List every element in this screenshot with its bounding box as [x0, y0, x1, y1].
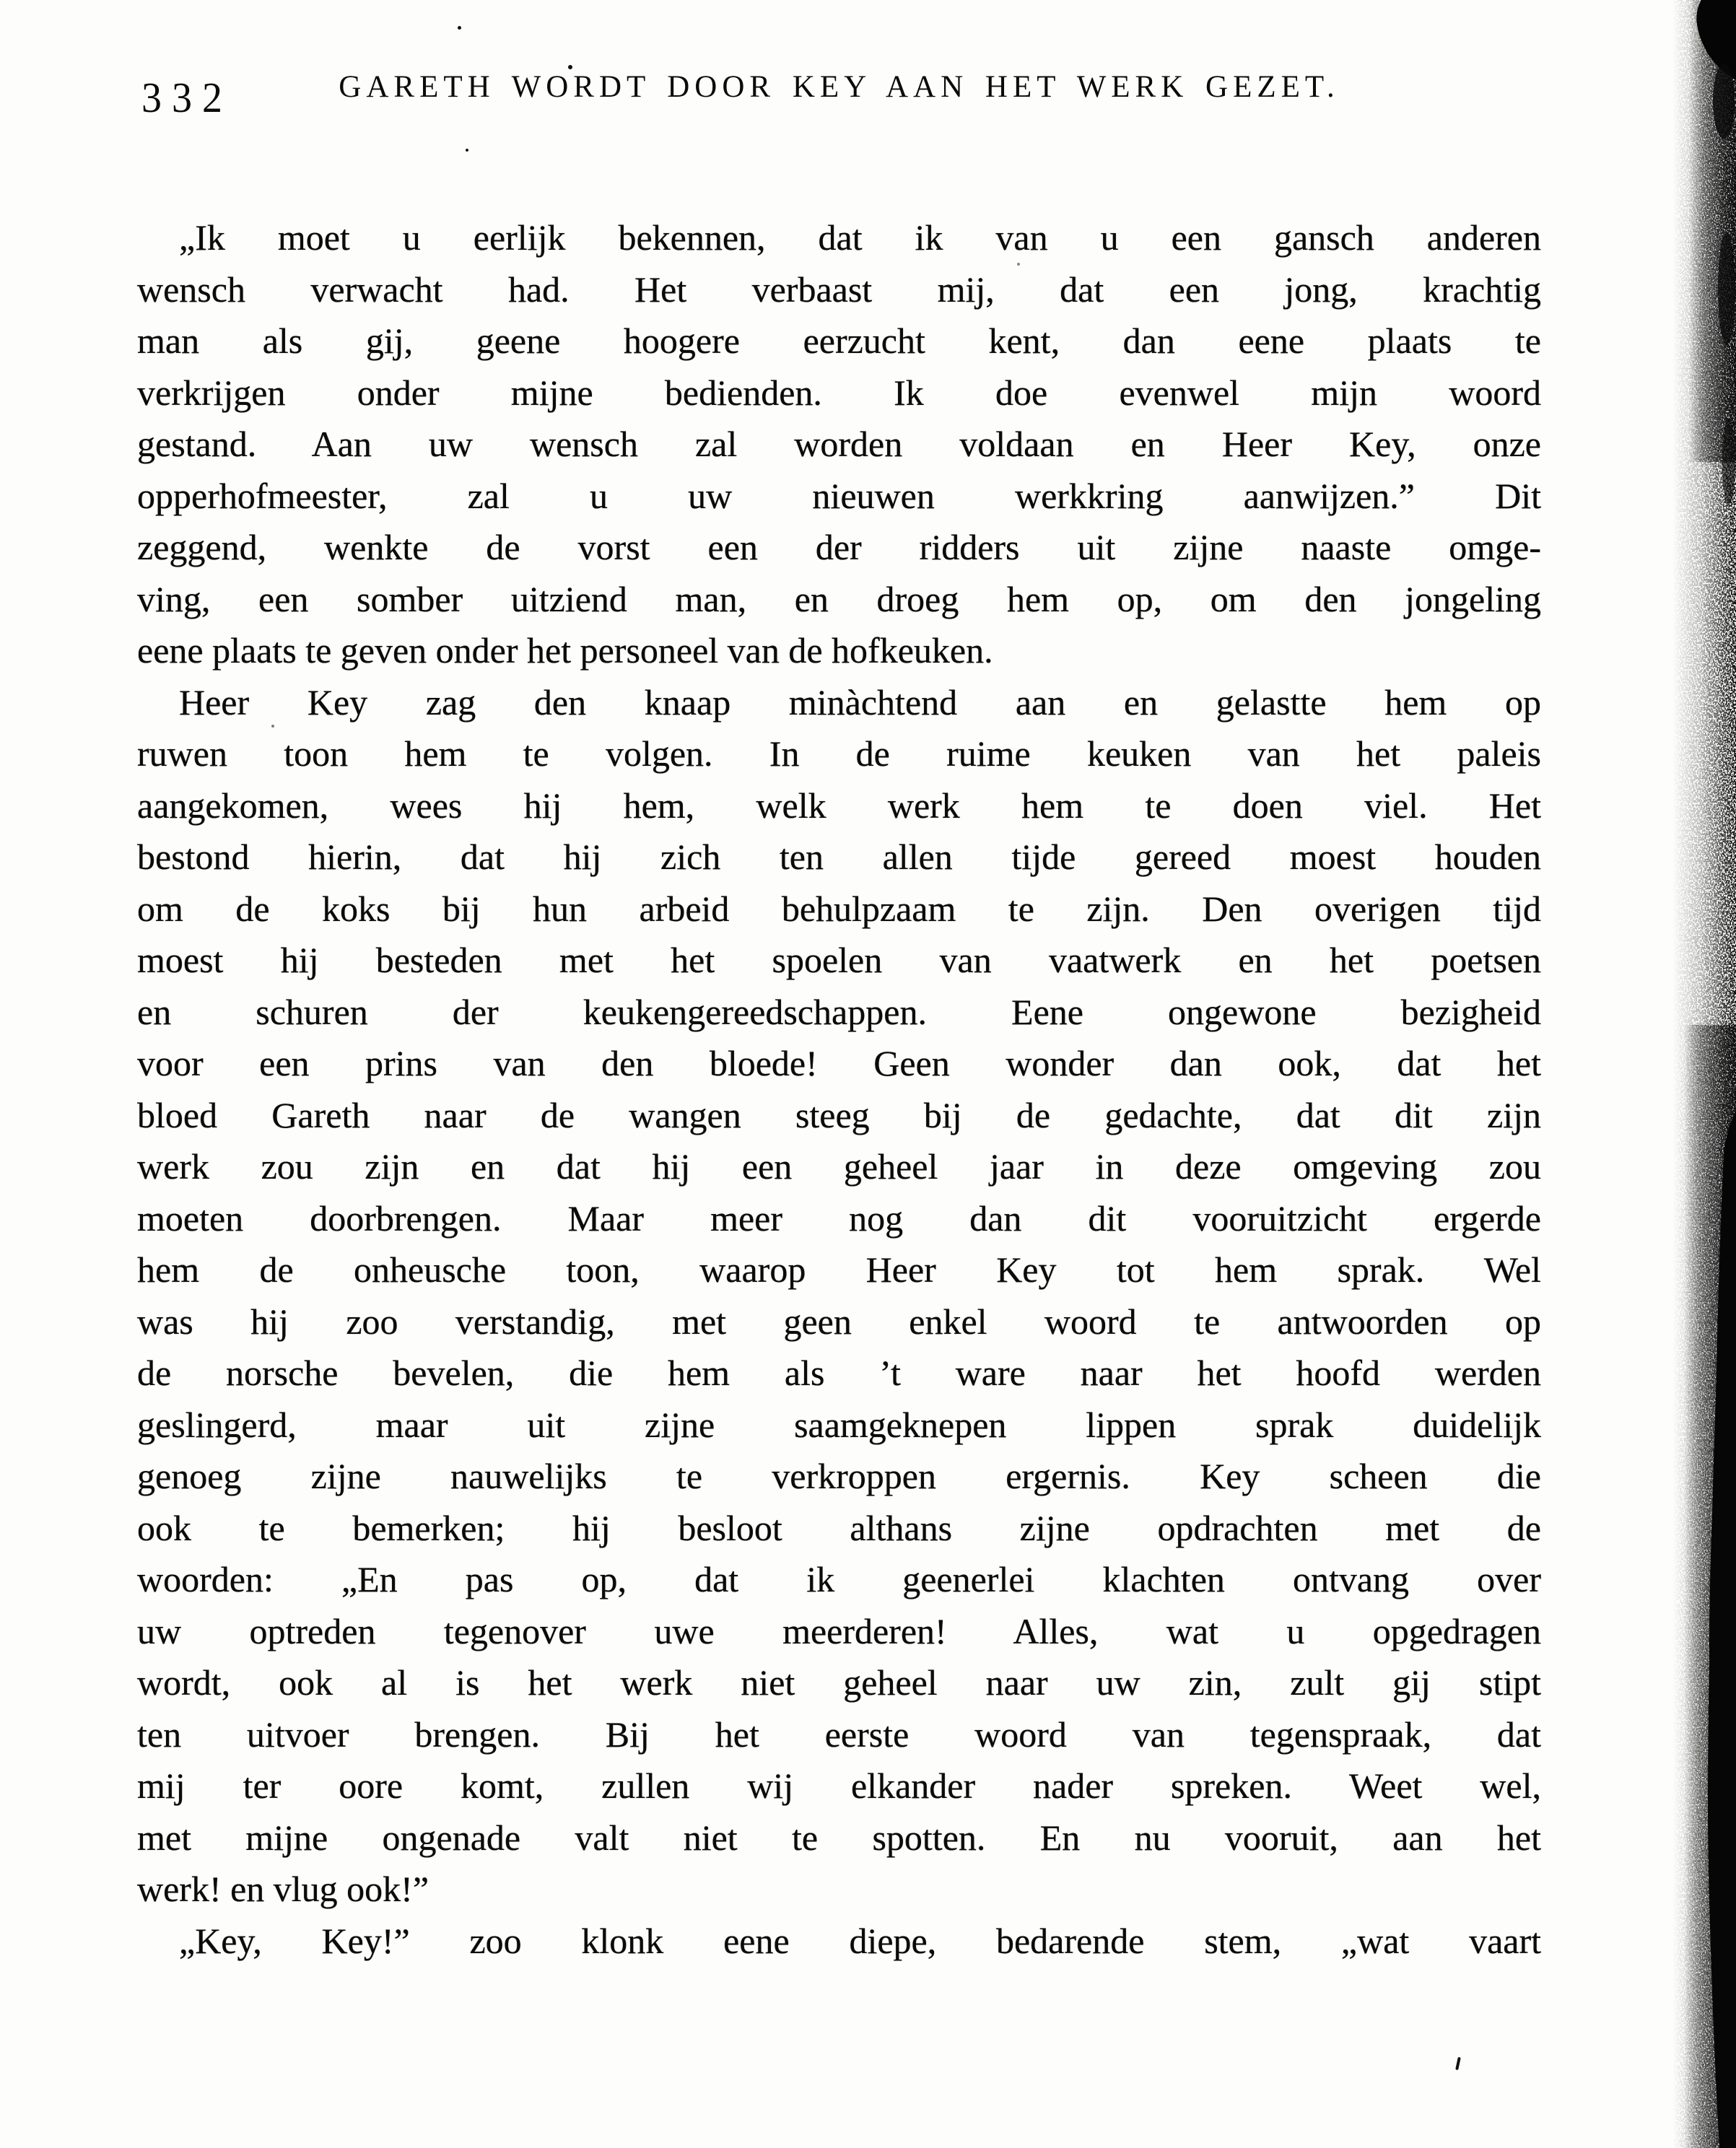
text-line: voor een prins van den bloede! Geen wonder dan ook, dat het: [137, 1043, 1541, 1083]
text-line: man als gij, geene hoogere eerzucht kent, dan eene plaats te: [137, 320, 1541, 361]
text-line: werk! en vlug ook!”: [137, 1869, 429, 1909]
text-line: wensch verwacht had. Het verbaast mij, dat een jong, krachtig: [137, 268, 1541, 310]
text-line: werk zou zijn en dat hij een geheel jaar in deze omgeving zou: [137, 1146, 1541, 1187]
text-line: ten uitvoer brengen. Bij het eerste woord van tegenspraak, dat: [137, 1713, 1541, 1755]
text-line: gestand. Aan uw wensch zal worden voldaan en Heer Key, onze: [137, 424, 1541, 464]
text-line: hem de onheusche toon, waarop Heer Key tot hem sprak. Wel: [137, 1249, 1541, 1290]
text-line: was hij zoo verstandig, met geen enkel woord te antwoorden op: [137, 1301, 1541, 1342]
ink-speck: [271, 725, 274, 728]
text-line: bestond hierin, dat hij zich ten allen tijde gereed moest houden: [137, 837, 1541, 877]
ink-speck: [1455, 2057, 1461, 2070]
page-number: 332: [141, 74, 232, 122]
text-line: mij ter oore komt, zullen wij elkander nader spreken. Weet wel,: [137, 1765, 1541, 1806]
text-line: wordt, ook al is het werk niet geheel naar uw zin, zult gij stipt: [137, 1662, 1541, 1703]
text-line: eene plaats te geven onder het personeel van de hofkeuken.: [137, 630, 993, 671]
text-line: genoeg zijne nauwelijks te verkroppen ergernis. Key scheen die: [137, 1456, 1541, 1496]
text-line: „Ik moet u eerlijk bekennen, dat ik van u een gansch anderen: [179, 217, 1541, 258]
running-header-title: GARETH WORDT DOOR KEY AAN HET WERK GEZET.: [339, 70, 1340, 104]
text-line: zeggend, wenkte de vorst een der ridders uit zijne naaste omge-: [137, 527, 1541, 567]
text-line: de norsche bevelen, die hem als ’t ware naar het hoofd werden: [137, 1353, 1541, 1393]
text-line: verkrijgen onder mijne bedienden. Ik doe evenwel mijn woord: [137, 372, 1541, 413]
page-header: [137, 69, 1541, 120]
ink-speck: [466, 149, 468, 152]
text-line: moeten doorbrengen. Maar meer nog dan dit vooruitzicht ergerde: [137, 1197, 1541, 1239]
text-line: ook te bemerken; hij besloot althans zijne opdrachten met de: [137, 1507, 1541, 1548]
ink-speck: [1017, 263, 1020, 266]
text-line: ruwen toon hem te volgen. In de ruime keuken van het paleis: [137, 733, 1541, 774]
text-line: geslingerd, maar uit zijne saamgeknepen lippen sprak duidelijk: [137, 1404, 1541, 1445]
text-line: ving, een somber uitziend man, en droeg hem op, om den jongeling: [137, 578, 1541, 619]
text-line: uw optreden tegenover uwe meerderen! Alles, wat u opgedragen: [137, 1610, 1541, 1651]
text-line: om de koks bij hun arbeid behulpzaam te zijn. Den overigen tijd: [137, 888, 1541, 929]
ink-speck: [458, 26, 461, 30]
text-line: aangekomen, wees hij hem, welk werk hem te doen viel. Het: [137, 785, 1541, 826]
text-line: bloed Gareth naar de wangen steeg bij de gedachte, dat dit zijn: [137, 1094, 1541, 1135]
text-line: „Key, Key!” zoo klonk eene diepe, bedarende stem, „wat vaart: [179, 1920, 1541, 1961]
scan-edge-artifact: [1628, 0, 1736, 2148]
text-line: Heer Key zag den knaap minàchtend aan en gelastte hem op: [179, 681, 1541, 722]
body-text: [137, 212, 1541, 1967]
ink-speck: [568, 65, 572, 69]
text-line: opperhofmeester, zal u uw nieuwen werkkring aanwijzen.” Dit: [137, 475, 1541, 516]
text-line: met mijne ongenade valt niet te spotten. En nu vooruit, aan het: [137, 1817, 1541, 1858]
text-line: en schuren der keukengereedschappen. Eene ongewone bezigheid: [137, 991, 1541, 1032]
text-line: moest hij besteden met het spoelen van vaatwerk en het poetsen: [137, 940, 1541, 980]
text-line: woorden: „En pas op, dat ik geenerlei klachten ontvang over: [137, 1559, 1541, 1599]
